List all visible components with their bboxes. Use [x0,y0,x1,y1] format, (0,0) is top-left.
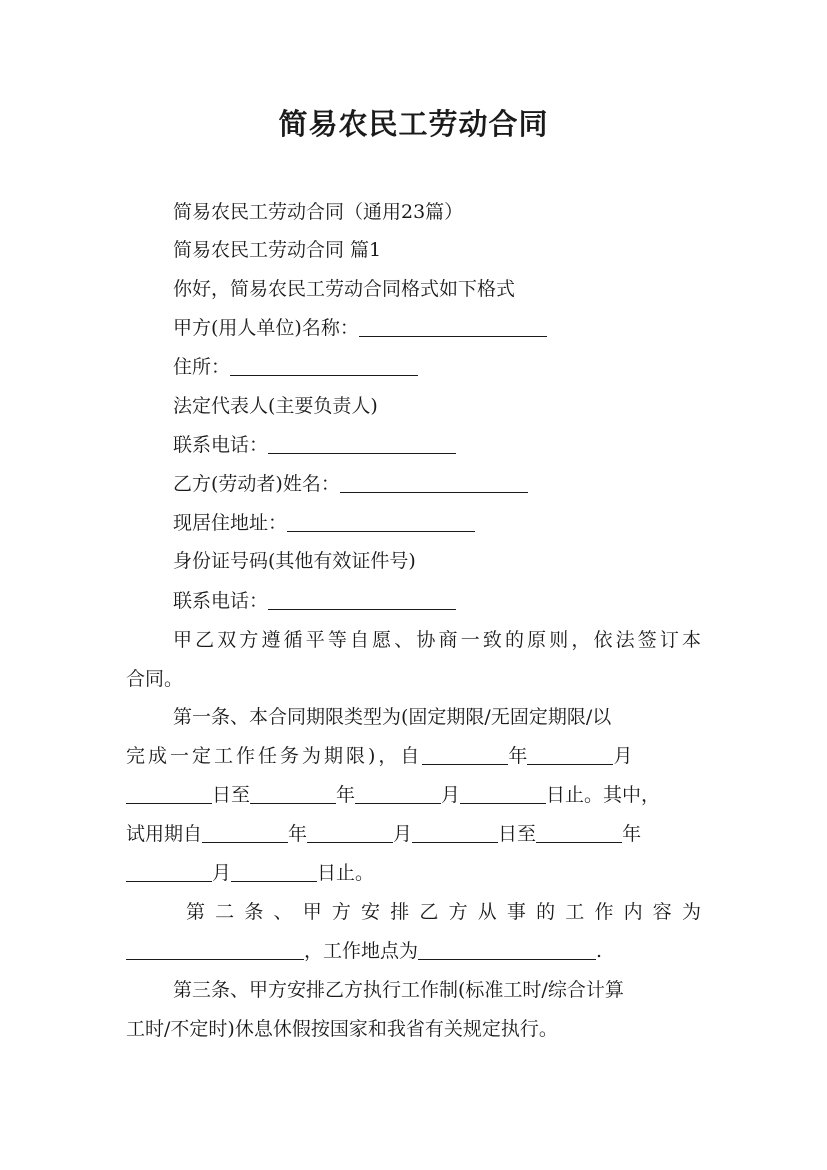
probation-start-month-blank [307,822,393,843]
probation-start-year-blank [202,822,288,843]
legal-rep-line [173,393,378,419]
year-label: 年 [288,823,308,845]
article-3-text-1: 第三条、甲方安排乙方执行工作制(标准工时/综合计算 [173,979,624,1001]
day-end-label: 日止。 [317,862,375,884]
current-address-label: 现居住地址： [173,512,288,534]
party-a-phone-blank [268,433,456,454]
end-month-blank [355,783,441,804]
section-heading [173,237,381,263]
article-3-line-2 [126,1016,558,1042]
principle-text-1: 甲乙双方遵循平等自愿、协商一致的原则，依法签订本 [173,629,701,651]
subtitle-line [173,199,463,225]
subtitle-text: 简易农民工劳动合同（通用23篇） [173,201,464,223]
article-1-line-1 [173,704,611,730]
party-b-phone-line [173,588,456,614]
article-1-text-1: 第一条、本合同期限类型为(固定期限/无固定期限/以 [173,706,612,728]
principle-line-2 [126,666,183,692]
work-location-label: ，工作地点为 [304,940,419,962]
probation-end-day-blank [231,861,317,882]
end-year-blank [250,783,336,804]
party-a-phone-line [173,432,456,458]
probation-label: 试用期自 [126,823,203,845]
party-b-name-blank [340,472,528,493]
party-b-phone-blank [268,589,456,610]
id-number-label: 身份证号码(其他有效证件号) [173,550,416,572]
current-address-line [173,510,475,536]
work-content-blank [126,939,304,960]
party-b-phone-label: 联系电话： [173,590,269,612]
day-to-label: 日至 [498,823,537,845]
year-label: 年 [622,823,642,845]
article-3-line-1 [173,977,624,1003]
intro-line [173,276,515,302]
article-2-line-2 [126,938,602,964]
party-a-name-blank [359,316,547,337]
article-1-line-4 [126,821,641,847]
party-a-name-line [173,315,547,341]
id-number-line [173,548,416,574]
section-heading-text: 简易农民工劳动合同 篇1 [173,239,382,261]
document-title: 简易农民工劳动合同 [278,107,549,141]
year-label: 年 [336,784,356,806]
current-address-blank [287,511,475,532]
legal-rep-label: 法定代表人(主要负责人) [173,395,378,417]
article-2-text-1: 第二条、甲方安排乙方从事的工作内容为 [186,901,701,923]
article-1-line-3 [126,782,660,808]
article-3-text-2: 工时/不定时)休息休假按国家和我省有关规定执行。 [126,1018,558,1040]
probation-end-month-blank [126,861,212,882]
article-2-line-1 [186,899,701,925]
party-a-name-label: 甲方(用人单位)名称： [173,317,359,339]
address-blank [230,355,418,376]
end-day-blank [460,783,546,804]
article-1-text-2a: 完成一定工作任务为期限)，自 [126,745,423,767]
article-1-line-2 [126,743,632,769]
intro-text: 你好，简易农民工劳动合同格式如下格式 [173,278,516,300]
article-1-line-5 [126,860,374,886]
month-label: 月 [613,745,633,767]
principle-text-2: 合同。 [126,668,184,690]
start-day-blank [126,783,212,804]
probation-start-day-blank [412,822,498,843]
probation-end-year-blank [536,822,622,843]
party-a-phone-label: 联系电话： [173,434,269,456]
period-mark: . [596,940,603,962]
address-line [173,354,418,380]
month-label: 月 [441,784,461,806]
start-year-blank [422,744,508,765]
work-location-blank [418,939,596,960]
day-to-label: 日至 [212,784,251,806]
party-b-name-line [173,471,528,497]
month-label: 月 [393,823,413,845]
start-month-blank [527,744,613,765]
year-label: 年 [508,745,528,767]
address-label: 住所： [173,356,231,378]
principle-line-1 [173,627,701,653]
day-end-label: 日止。其中， [546,784,661,806]
party-b-name-label: 乙方(劳动者)姓名： [173,473,340,495]
month-label: 月 [212,862,232,884]
